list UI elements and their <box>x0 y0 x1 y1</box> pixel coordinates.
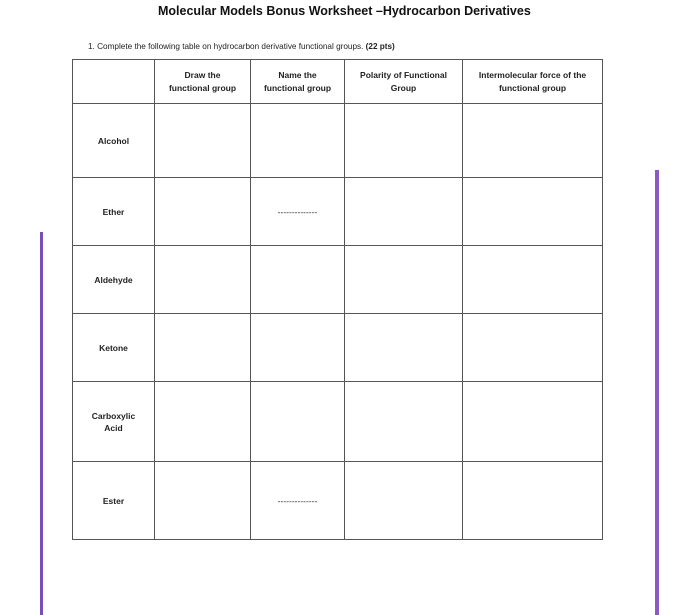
table-row-ketone <box>73 314 603 382</box>
cell-polarity-alcohol[interactable] <box>345 104 463 178</box>
cell-polarity-ester[interactable] <box>345 462 463 540</box>
cell-draw-carboxylic-acid[interactable] <box>155 382 251 462</box>
header-draw-group: Draw the functional group <box>155 60 251 104</box>
page-edge-right <box>655 170 659 615</box>
table-header-row <box>73 60 603 104</box>
cell-polarity-ketone[interactable] <box>345 314 463 382</box>
cell-polarity-aldehyde[interactable] <box>345 246 463 314</box>
table-row-ether <box>73 178 603 246</box>
cell-imf-ether[interactable] <box>463 178 603 246</box>
table-row-aldehyde <box>73 246 603 314</box>
row-label-ether: Ether <box>73 178 155 246</box>
cell-draw-ester[interactable] <box>155 462 251 540</box>
cell-name-carboxylic-acid[interactable] <box>251 382 345 462</box>
header-name-group: Name the functional group <box>251 60 345 104</box>
header-cell-corner <box>73 60 155 104</box>
question-number: 1. <box>88 42 95 51</box>
cell-name-ether[interactable]: -------------- <box>251 178 345 246</box>
table-row-carboxylic-acid <box>73 382 603 462</box>
cell-draw-ketone[interactable] <box>155 314 251 382</box>
header-intermolecular-force: Intermolecular force of the functional group <box>463 60 603 104</box>
page-title: Molecular Models Bonus Worksheet –Hydrocarbon Derivatives <box>158 4 531 18</box>
page-edge-left <box>40 232 43 615</box>
cell-polarity-carboxylic-acid[interactable] <box>345 382 463 462</box>
cell-imf-aldehyde[interactable] <box>463 246 603 314</box>
table-row-alcohol <box>73 104 603 178</box>
cell-polarity-ether[interactable] <box>345 178 463 246</box>
cell-imf-alcohol[interactable] <box>463 104 603 178</box>
cell-name-alcohol[interactable] <box>251 104 345 178</box>
cell-draw-aldehyde[interactable] <box>155 246 251 314</box>
question-body: Complete the following table on hydrocarbon derivative functional groups. <box>97 42 364 51</box>
cell-imf-ketone[interactable] <box>463 314 603 382</box>
functional-groups-table <box>72 59 603 540</box>
cell-name-ester[interactable]: -------------- <box>251 462 345 540</box>
row-label-ketone: Ketone <box>73 314 155 382</box>
table-row-ester <box>73 462 603 540</box>
cell-name-ketone[interactable] <box>251 314 345 382</box>
cell-draw-ether[interactable] <box>155 178 251 246</box>
cell-name-aldehyde[interactable] <box>251 246 345 314</box>
cell-imf-carboxylic-acid[interactable] <box>463 382 603 462</box>
question-text <box>88 42 395 51</box>
row-label-carboxylic-acid: Carboxylic Acid <box>73 382 155 462</box>
row-label-ester: Ester <box>73 462 155 540</box>
question-points: (22 pts) <box>365 42 395 51</box>
cell-imf-ester[interactable] <box>463 462 603 540</box>
header-polarity: Polarity of Functional Group <box>345 60 463 104</box>
row-label-alcohol: Alcohol <box>73 104 155 178</box>
row-label-aldehyde: Aldehyde <box>73 246 155 314</box>
cell-draw-alcohol[interactable] <box>155 104 251 178</box>
